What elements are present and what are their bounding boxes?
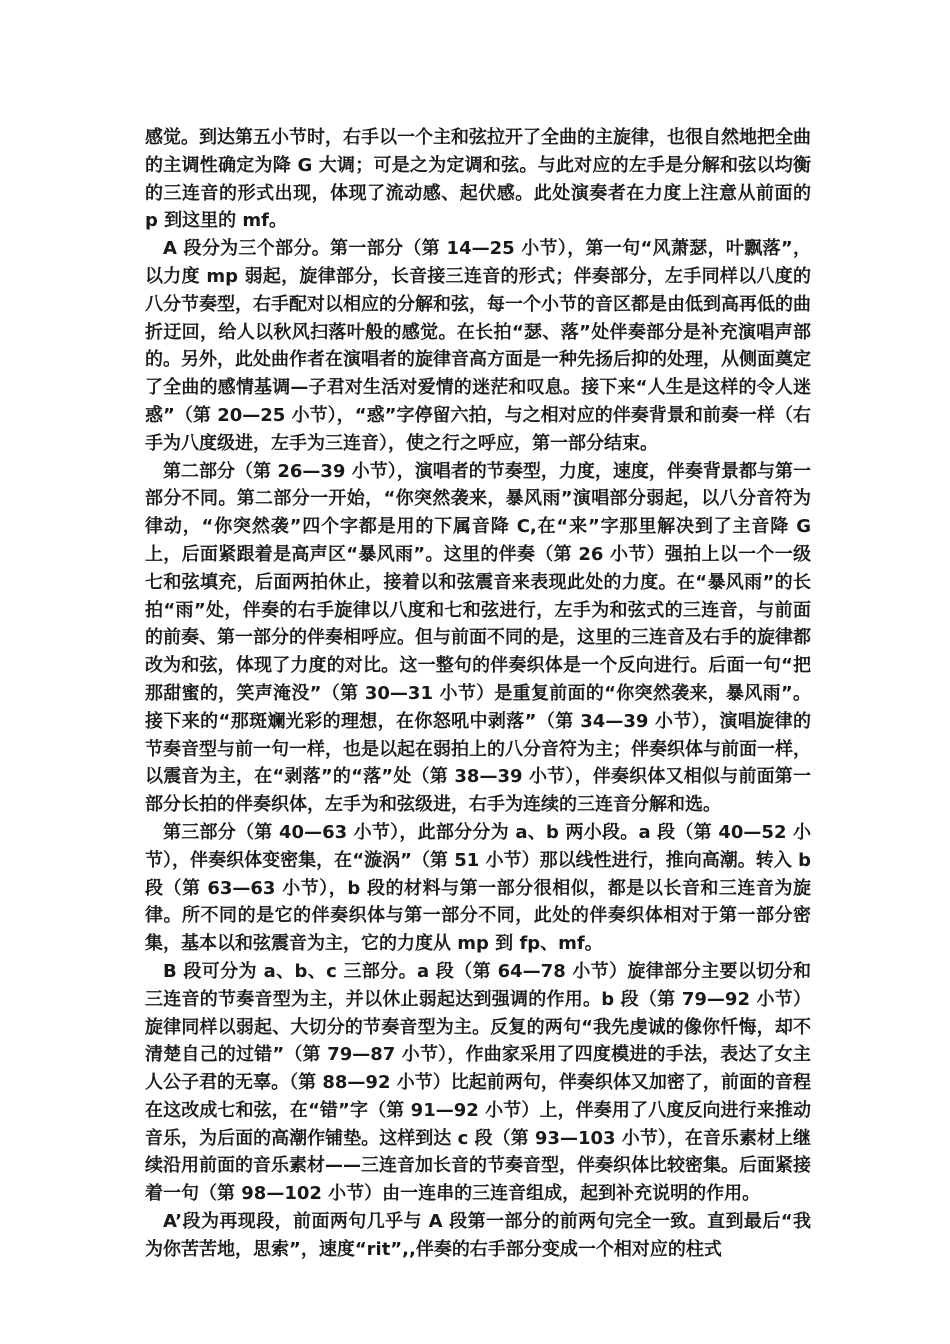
paragraph-part-three: 第三部分（第 40—63 小节），此部分分为 a、b 两小段。a 段（第 40—52 小节），伴奏织体变密集，在“漩涡”（第 51 小节）那以线性进行，推向高潮。转入 b 段（第 63—63 小节），b 段的材料与第一部分很相似，都是以长音和三连音为旋律。所不同的是它的伴奏织体与第一部分不同，此处的伴奏织体相对于第一部分密集，基本以和弦震音为主，它的力度从 mp 到 fp、mf。 bbox=[145, 821, 811, 955]
paragraph-intro-continued: 感觉。到达第五小节时，右手以一个主和弦拉开了全曲的主旋律，也很自然地把全曲的主调性确定为降 G 大调；可是之为定调和弦。与此对应的左手是分解和弦以均衡的三连音的形式出现，体现了流动感、起伏感。此处演奏者在力度上注意从前面的 p 到这里的 mf。 bbox=[145, 127, 811, 232]
paragraph-section-a-prime: A’段为再现段，前面两句几乎与 A 段第一部分的前两句完全一致。直到最后“我为你苦苦地，思索”，速度“rit”,,伴奏的右手部分变成一个相对应的柱式 bbox=[145, 1211, 811, 1260]
document-page bbox=[145, 124, 811, 1264]
paragraph-section-b: B 段可分为 a、b、c 三部分。a 段（第 64—78 小节）旋律部分主要以切分和三连音的节奏音型为主，并以休止弱起达到强调的作用。b 段（第 79—92 小节）旋律同样以弱起、大切分的节奏音型为主。反复的两句“我先虔诚的像你忏悔，却不清楚自己的过错”（第 79—87 小节），作曲家采用了四度模进的手法，表达了女主人公子君的无辜。（第 88—92 小节）比起前两句，伴奏织体又加密了，前面的音程在这改成七和弦，在“错”字（第 91—92 小节）上，伴奏用了八度反向进行来推动音乐，为后面的高潮作铺垫。这样到达 c 段（第 93—103 小节），在音乐素材上继续沿用前面的音乐素材——三连音加长音的节奏音型，伴奏织体比较密集。后面紧接着一句（第 98—102 小节）由一连串的三连音组成，起到补充说明的作用。 bbox=[145, 960, 811, 1205]
paragraph-section-a: A 段分为三个部分。第一部分（第 14—25 小节），第一句“风萧瑟，叶飘落”，以力度 mp 弱起，旋律部分，长音接三连音的形式；伴奏部分，左手同样以八度的八分节奏型，右手配对以相应的分解和弦，每一个小节的音区都是由低到高再低的曲折迂回，给人以秋风扫落叶般的感觉。在长拍“瑟、落”处伴奏部分是补充演唱声部的。另外，此处曲作者在演唱者的旋律音高方面是一种先扬后抑的处理，从侧面奠定了全曲的感情基调—子君对生活对爱情的迷茫和叹息。接下来“人生是这样的令人迷惑”（第 20—25 小节），“惑”字停留六拍，与之相对应的伴奏背景和前奏一样（右手为八度级进，左手为三连音），使之行之呼应，第一部分结束。 bbox=[145, 238, 811, 454]
paragraph-part-two: 第二部分（第 26—39 小节），演唱者的节奏型，力度，速度，伴奏背景都与第一部分不同。第二部分一开始，“你突然袭来，暴风雨”演唱部分弱起，以八分音符为律动，“你突然袭”四个字都是用的下属音降 C,在“来”字那里解决到了主音降 G 上，后面紧跟着是高声区“暴风雨”。这里的伴奏（第 26 小节）强拍上以一个一级七和弦填充，后面两拍休止，接着以和弦震音来表现此处的力度。在“暴风雨”的长拍“雨”处，伴奏的右手旋律以八度和七和弦进行，左手为和弦式的三连音，与前面的前奏、第一部分的伴奏相呼应。但与前面不同的是，这里的三连音及右手的旋律都改为和弦，体现了力度的对比。这一整句的伴奏织体是一个反向进行。后面一句“把那甜蜜的，笑声淹没”（第 30—31 小节）是重复前面的“你突然袭来，暴风雨”。接下来的“那斑斓光彩的理想，在你怒吼中剥落”（第 34—39 小节），演唱旋律的节奏音型与前一句一样，也是以起在弱拍上的八分音符为主；伴奏织体与前面一样，以震音为主，在“剥落”的“落”处（第 38—39 小节），伴奏织体又相似与前面第一部分长拍的伴奏织体，左手为和弦级进，右手为连续的三连音分解和选。 bbox=[145, 460, 811, 816]
